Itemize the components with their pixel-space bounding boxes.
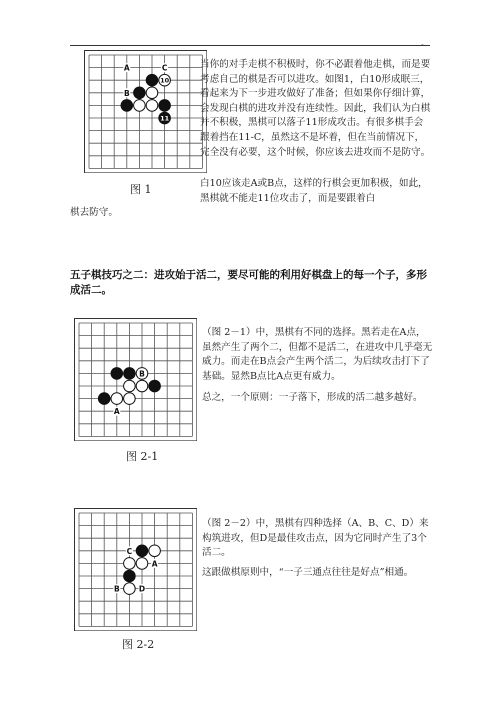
- board-frame: [85, 51, 207, 173]
- black-stone: [146, 74, 158, 86]
- white-stone: [149, 545, 161, 557]
- go-board-svg: [74, 508, 197, 631]
- white-stone: [124, 583, 136, 595]
- stone-number: 10: [160, 76, 170, 85]
- black-stone: [121, 100, 133, 112]
- board-frame: [75, 509, 197, 631]
- board-frame: [75, 319, 197, 441]
- point-label: C: [161, 63, 168, 73]
- board-figure-2-2: [74, 508, 197, 631]
- corner-mark: -: [421, 40, 424, 49]
- header-rule: [70, 45, 430, 46]
- section3-paragraph-2: 这跟做棋原则中，“一子三通点往往是好点”相通。: [202, 567, 414, 578]
- point-label: C: [126, 546, 133, 556]
- board-figure-1: [84, 50, 207, 173]
- black-stone: [136, 545, 148, 557]
- section1-paragraph-2-tail: 棋去防守。: [70, 207, 118, 218]
- white-stone: [136, 380, 148, 392]
- section1-paragraph-2: 白10应该走A或B点，这样的行棋会更加积极，如此，黑棋就不能走11位攻击了，而是要跟着白: [200, 178, 428, 204]
- black-stone: [134, 87, 146, 99]
- point-label: B: [139, 369, 145, 379]
- black-stone: [124, 368, 136, 380]
- stone-number: 11: [160, 114, 170, 123]
- white-stone: [111, 393, 123, 405]
- caption-figure-2-2: 图 2-2: [122, 638, 155, 651]
- section2-paragraph-2: 总之，一个原则：一子落下，形成的活二越多越好。: [202, 392, 423, 403]
- black-stone: [98, 393, 110, 405]
- point-label: A: [123, 63, 130, 73]
- black-stone: [159, 100, 171, 112]
- point-label: A: [113, 407, 120, 417]
- go-board-svg: [74, 318, 197, 441]
- point-label: B: [113, 584, 120, 594]
- black-stone: [149, 380, 161, 392]
- point-label: A: [151, 559, 158, 569]
- white-stone: [146, 100, 158, 112]
- white-stone: [134, 100, 146, 112]
- section2-heading: 五子棋技巧之二：进攻始于活二，要尽可能的利用好棋盘上的每一个子，多形成活二。: [70, 269, 427, 296]
- section3-paragraph-1: （图 2－2）中，黑棋有四种选择（A、B、C、D）来构筑进攻，但D是最佳攻击点，因为它同时产生了3个活二。: [202, 518, 429, 559]
- point-label: D: [138, 584, 146, 594]
- black-stone: [111, 368, 123, 380]
- white-stone: [124, 380, 136, 392]
- go-board-svg: [84, 50, 207, 173]
- board-figure-2-1: [74, 318, 197, 441]
- white-stone: [124, 558, 136, 570]
- point-label: B: [123, 88, 130, 98]
- caption-figure-2-1: 图 2-1: [126, 450, 159, 463]
- black-stone: [124, 570, 136, 582]
- white-stone: [124, 393, 136, 405]
- section1-paragraph-1: 当你的对手走棋不积极时，你不必跟着他走棋，而是要考虑自己的棋是否可以进攻。如图1，白10形成眠三，看起来为下一步进攻做好了准备；但如果你仔细计算，会发现白棋的进攻并没有连续性。因此，我们认为白棋并不积极，黑棋可以落子11形成攻击。有很多棋手会跟着挡在11-C，虽然这不是坏着，但在当前情况下，完全没有必要，这个时候，你应该去进攻而不是防守。: [200, 59, 431, 158]
- white-stone: [136, 558, 148, 570]
- section2-paragraph-1: （图 2－1）中，黑棋有不同的选择。黑若走在A点，虽然产生了两个二，但都不是活二，在进攻中几乎毫无威力。而走在B点会产生两个活二，为后续攻击打下了基础。显然B点比A点更有威力。: [202, 327, 433, 382]
- caption-figure-1: 图 1: [130, 183, 152, 196]
- white-stone: [146, 87, 158, 99]
